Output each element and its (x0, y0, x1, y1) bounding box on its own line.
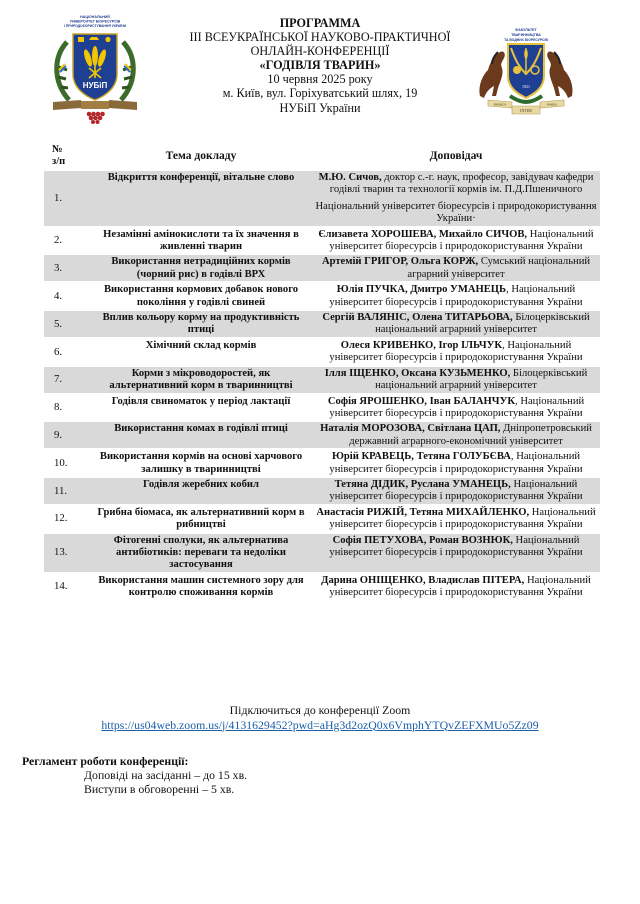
speaker-names: Юлія ПУЧКА, Дмитро УМАНЕЦЬ (336, 284, 507, 296)
speaker-names: Софія ПЕТУХОВА, Роман ВОЗНЮК, (332, 534, 513, 546)
title-block (150, 16, 490, 115)
speaker-details: , Національний університет біоресурсів і природокористування України (329, 339, 583, 364)
speaker-details: , Національний університет біоресурсів і природокористування України (329, 451, 583, 475)
speaker-names: Дарина ОНІЩЕНКО, Владислав ПІТЕРА, (321, 574, 525, 586)
svg-text:УНІВЕРСИТЕТ БІОРЕСУРСІВ: УНІВЕРСИТЕТ БІОРЕСУРСІВ (69, 19, 121, 24)
row-speaker (312, 477, 600, 505)
zoom-link[interactable]: https://us04web.zoom.us/j/4131629452?pwd=aHg3d2ozQ0x6VmphYTQvZEFXMUo5Zz09 (101, 717, 539, 732)
speaker-details: Білоцерківський національний аграрний університет (375, 312, 590, 336)
row-topic: Годівля жеребних кобил (90, 477, 312, 505)
row-number: 13. (44, 533, 90, 573)
speaker-details: , Національний університет біоресурсів і природокористування України (329, 284, 583, 308)
svg-text:ТВАРИННИЦТВА: ТВАРИННИЦТВА (511, 33, 541, 37)
speaker-details: Національний університет біоресурсів і природокористування України (329, 228, 594, 253)
row-topic: Корми з мікроводоростей, як альтернативний корм в тваринництві (90, 366, 312, 394)
svg-text:НУБіП: НУБіП (82, 81, 108, 90)
zoom-section (0, 703, 640, 732)
table-row (44, 366, 600, 394)
faculty-logo (470, 26, 582, 116)
speaker-details: Національний університет біоресурсів і природокористування України (329, 478, 583, 503)
column-header-number (44, 142, 90, 171)
row-topic: Відкриття конференції, вітальне слово (90, 171, 312, 227)
row-speaker (312, 573, 600, 601)
zoom-label: Підключиться до конференції Zoom (229, 703, 411, 717)
row-number: 11. (44, 477, 90, 505)
row-topic: Фітогенні сполуки, як альтернатива антибіотиків: переваги та недоліки застосування (90, 533, 312, 573)
row-speaker (312, 394, 600, 422)
table-row (44, 310, 600, 338)
speaker-details: Національний університет біоресурсів і природокористування України (329, 534, 583, 558)
svg-text:PRIMUS: PRIMUS (493, 102, 507, 107)
regulation-item-talks: Доповіді на засіданні – до 15 хв. (84, 768, 248, 782)
table-row (44, 477, 600, 505)
row-speaker (312, 533, 600, 573)
row-speaker (312, 366, 600, 394)
regulations-section (22, 754, 247, 796)
row-topic: Хімічний склад кормів (90, 338, 312, 366)
row-topic: Незамінні амінокислоти та їх значення в живленні тварин (90, 227, 312, 255)
column-header-speaker: Доповідач (429, 149, 483, 162)
column-header-number-label: № з/п (52, 144, 66, 167)
row-topic: Грибна біомаса, як альтернативний корм в рибництві (90, 505, 312, 533)
conference-name: «ГОДІВЛЯ ТВАРИН» (259, 58, 381, 73)
row-speaker (312, 254, 600, 282)
speaker-details: Білоцерківський національний аграрний університет (375, 367, 588, 392)
table-row (44, 394, 600, 422)
speaker-names: Єлизавета ХОРОШЕВА, Михайло СИЧОВ, (318, 228, 528, 240)
row-topic: Використання комах в годівлі птиці (90, 421, 312, 449)
speaker-names: Сергій ВАЛЯНІС, Олена ТИТАРЬОВА, (322, 312, 513, 324)
svg-text:ТА ВОДНИХ БІОРЕСУРСІВ: ТА ВОДНИХ БІОРЕСУРСІВ (504, 38, 548, 42)
speaker-details: доктор с.-г. наук, професор, завідувач кафедри годівлі тварин та технології кормів ім. П.Д.Пшеничного (329, 172, 594, 196)
row-topic: Годівля свиноматок у період лактації (90, 394, 312, 422)
svg-text:НАЦІОНАЛЬНИЙ: НАЦІОНАЛЬНИЙ (80, 15, 110, 19)
row-speaker (312, 282, 600, 310)
conference-date: 10 червня 2025 року (267, 72, 373, 87)
speaker-names: М.Ю. Сичов, (318, 172, 382, 183)
subtitle-line-1: III ВСЕУКРАЇНСЬКОЇ НАУКОВО-ПРАКТИЧНОЇ (189, 30, 451, 45)
row-number: 14. (44, 573, 90, 601)
row-speaker (312, 449, 600, 477)
row-number: 9. (44, 421, 90, 449)
svg-text:INTER: INTER (520, 108, 532, 113)
row-speaker (312, 421, 600, 449)
row-topic: Використання нетрадиційних кормів (чорний рис) в годівлі ВРХ (90, 254, 312, 282)
regulations-heading: Регламент роботи конференції: (22, 754, 189, 768)
row-number: 5. (44, 310, 90, 338)
row-speaker (312, 171, 600, 227)
row-speaker (312, 505, 600, 533)
conference-address: м. Київ, вул. Горіхуватський шлях, 19 (222, 86, 418, 101)
speaker-details: , Національний університет біоресурсів і природокористування України (329, 395, 585, 419)
svg-text:1921: 1921 (522, 84, 530, 89)
row-number: 2. (44, 227, 90, 255)
table-row (44, 254, 600, 282)
speaker-names: Олеся КРИВЕНКО, Ігор ІЛЬЧУК (340, 339, 503, 351)
table-row (44, 421, 600, 449)
table-row (44, 338, 600, 366)
table-row (44, 533, 600, 573)
row-speaker (312, 227, 600, 255)
document-title: ПРОГРАММА (279, 16, 361, 30)
svg-text:І ПРИРОДОКОРИСТУВАННЯ УКРАЇНИ: І ПРИРОДОКОРИСТУВАННЯ УКРАЇНИ (63, 24, 127, 28)
svg-text:PARES: PARES (546, 102, 558, 107)
faculty-emblem-icon (470, 26, 582, 116)
table-row (44, 171, 600, 227)
row-speaker (312, 338, 600, 366)
speaker-names: Артемій ГРИГОР, Ольга КОРЖ, (321, 256, 479, 268)
table-header-row (44, 142, 600, 171)
nubip-coat-of-arms-icon (45, 12, 145, 124)
speaker-names: Софія ЯРОШЕНКО, Іван БАЛАНЧУК (327, 395, 516, 407)
row-number: 3. (44, 254, 90, 282)
row-number: 12. (44, 505, 90, 533)
row-topic: Використання кормів на основі харчового залишку в тваринництві (90, 449, 312, 477)
subtitle-line-2: ОНЛАЙН-КОНФЕРЕНЦІЇ (250, 44, 390, 59)
svg-text:ФАКУЛЬТЕТ: ФАКУЛЬТЕТ (515, 28, 537, 32)
row-number: 10. (44, 449, 90, 477)
row-number: 1. (44, 171, 90, 227)
row-number: 7. (44, 366, 90, 394)
speaker-names: Тетяна ДІДИК, Руслана УМАНЕЦЬ, (334, 478, 511, 490)
regulation-item-discussion: Виступи в обговоренні – 5 хв. (84, 782, 235, 796)
row-topic: Використання машин системного зору для контролю споживання кормів (90, 573, 312, 601)
speaker-details: Національний університет біоресурсів і природокористування України (329, 506, 596, 531)
table-row (44, 227, 600, 255)
speaker-names: Юрій КРАВЕЦЬ, Тетяна ГОЛУБЄВА (331, 451, 511, 463)
speaker-names: Наталія МОРОЗОВА, Світлана ЦАП, (320, 423, 501, 435)
row-topic: Використання кормових добавок нового покоління у годівлі свиней (90, 282, 312, 310)
conference-institution: НУБіП України (279, 100, 361, 115)
table-row (44, 282, 600, 310)
speaker-names: Ілля ІЩЕНКО, Оксана КУЗЬМЕНКО, (324, 367, 511, 379)
speaker-affiliation: Національний університет біоресурсів і природокористування України· (315, 200, 597, 225)
speaker-names: Анастасія РИЖІЙ, Тетяна МИХАЙЛЕНКО, (316, 506, 530, 518)
document-header (0, 0, 640, 140)
speaker-details: Сумський національний аграрний університет (407, 256, 591, 280)
table-row (44, 505, 600, 533)
table-row (44, 573, 600, 601)
nubip-logo (45, 12, 145, 124)
row-speaker (312, 310, 600, 338)
row-topic: Вплив кольору корму на продуктивність птиці (90, 310, 312, 338)
speaker-details: Дніпропетровський державний аграрного-економічний університет (349, 423, 592, 447)
program-table (44, 142, 600, 602)
table-row (44, 449, 600, 477)
row-number: 6. (44, 338, 90, 366)
row-number: 4. (44, 282, 90, 310)
speaker-details: Національний університет біоресурсів і природокористування України (329, 574, 591, 599)
row-number: 8. (44, 394, 90, 422)
column-header-topic: Тема докладу (165, 149, 237, 162)
